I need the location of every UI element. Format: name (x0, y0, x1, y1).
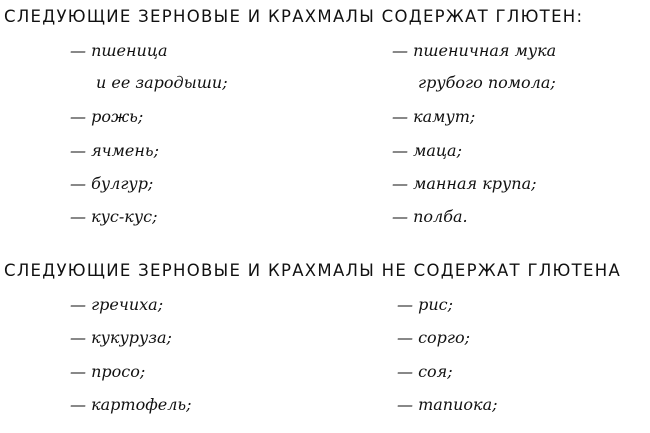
list-item: — пшеница (70, 41, 168, 60)
list-item-continuation: грубого помола; (418, 73, 556, 92)
list-item: — манная крупа; (392, 174, 537, 193)
list-item: — кукуруза; (70, 328, 172, 347)
section-heading-gluten-free: СЛЕДУЮЩИЕ ЗЕРНОВЫЕ И КРАХМАЛЫ НЕ СОДЕРЖАТ ГЛЮТЕНА (4, 263, 622, 280)
list-item: — полба. (392, 207, 468, 226)
list-item: — рис; (397, 295, 453, 314)
list-item-continuation: и ее зародыши; (96, 73, 228, 92)
list-item: — сорго; (397, 328, 471, 347)
list-item: — маца; (392, 141, 462, 160)
list-item: — картофель; (70, 395, 192, 414)
list-item: — соя; (397, 362, 453, 381)
list-item: — камут; (392, 107, 476, 126)
list-item: — булгур; (70, 174, 154, 193)
list-item: — пшеничная мука (392, 41, 557, 60)
list-item: — просо; (70, 362, 146, 381)
list-item: — гречиха; (70, 295, 164, 314)
list-item: — рожь; (70, 107, 144, 126)
list-item: — ячмень; (70, 141, 160, 160)
list-item: — кус-кус; (70, 207, 158, 226)
section-heading-gluten: СЛЕДУЮЩИЕ ЗЕРНОВЫЕ И КРАХМАЛЫ СОДЕРЖАТ ГЛЮТЕН: (4, 9, 584, 26)
list-item: — тапиока; (397, 395, 498, 414)
